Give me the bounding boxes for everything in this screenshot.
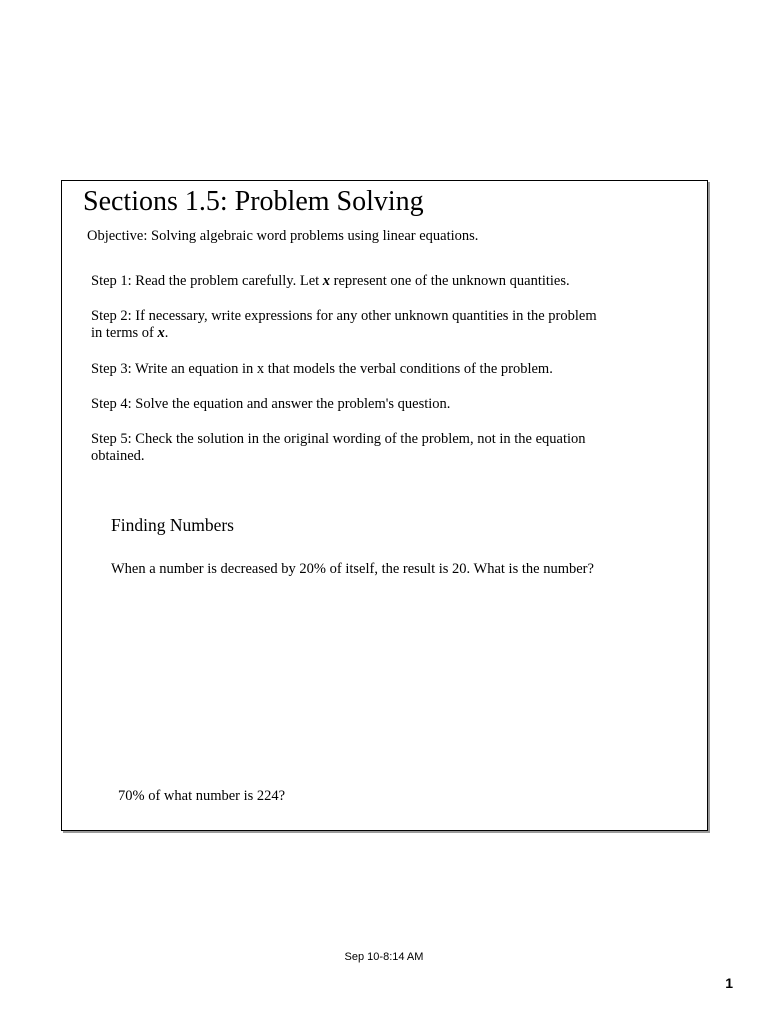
step-2-line-2 [91, 325, 597, 342]
step-1 [91, 273, 570, 290]
step-2-variable: x [157, 325, 165, 341]
section-heading-finding-numbers: Finding Numbers [111, 515, 234, 535]
step-5-line-1: Step 5: Check the solution in the original wording of the problem, not in the equation [91, 431, 586, 447]
step-5-line-2: obtained. [91, 448, 145, 464]
step-1-text-after: represent one of the unknown quantities. [330, 273, 570, 289]
page-number: 1 [725, 975, 733, 991]
step-5 [91, 431, 586, 465]
step-2 [91, 308, 597, 342]
step-4: Step 4: Solve the equation and answer the problem's question. [91, 396, 451, 412]
step-2-line-1: Step 2: If necessary, write expressions for any other unknown quantities in the problem [91, 308, 597, 324]
slide-title: Sections 1.5: Problem Solving [83, 186, 424, 217]
problem-1: When a number is decreased by 20% of itself, the result is 20. What is the number? [111, 561, 594, 577]
slide-frame [61, 180, 708, 831]
step-2-line-2-before: in terms of [91, 325, 158, 341]
problem-2: 70% of what number is 224? [118, 788, 286, 804]
step-1-variable: x [322, 273, 331, 289]
footer-timestamp: Sep 10-8:14 AM [344, 951, 424, 963]
step-1-text-before: Step 1: Read the problem carefully. Let [91, 273, 323, 289]
step-3: Step 3: Write an equation in x that models the verbal conditions of the problem. [91, 361, 553, 377]
step-2-line-2-after: . [164, 325, 169, 341]
objective-text: Objective: Solving algebraic word problems using linear equations. [87, 228, 479, 244]
